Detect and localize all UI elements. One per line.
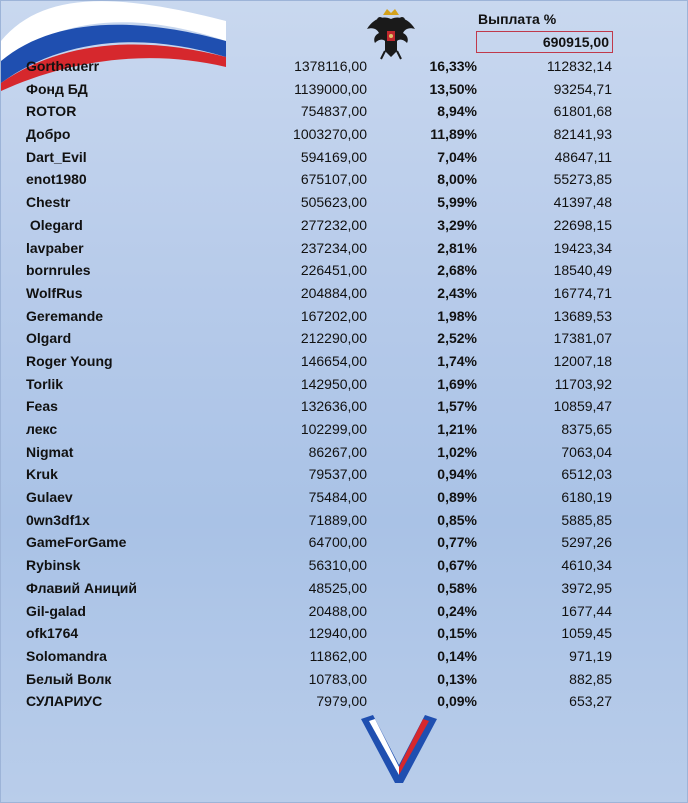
table-row [1, 623, 688, 646]
payout-cell[interactable]: 8375,65 [561, 421, 612, 437]
percent-cell[interactable]: 0,09% [437, 693, 477, 710]
amount-cell[interactable]: 204884,00 [300, 284, 367, 301]
payout-cell[interactable]: 82141,93 [553, 126, 612, 143]
table-row [1, 79, 688, 102]
table-row [1, 442, 688, 465]
table-row [1, 351, 688, 374]
player-name-cell[interactable]: Kruk [26, 466, 58, 483]
amount-cell[interactable]: 675107,00 [300, 171, 367, 188]
payout-cell[interactable]: 61801,68 [553, 103, 612, 120]
table-row [1, 238, 688, 261]
payout-cell[interactable]: 112832,14 [546, 58, 612, 74]
amount-cell[interactable]: 142950,00 [300, 375, 367, 392]
payout-cell[interactable]: 882,85 [569, 670, 612, 687]
table-row [1, 374, 688, 397]
amount-cell[interactable]: 11862,00 [309, 647, 367, 664]
payout-cell[interactable]: 12007,18 [553, 352, 612, 369]
player-name-cell[interactable]: enot1980 [26, 171, 87, 188]
percent-cell[interactable]: 0,85% [437, 511, 477, 528]
percent-cell[interactable]: 1,21% [437, 421, 477, 437]
payout-cell[interactable]: 48647,11 [554, 148, 612, 165]
payout-cell[interactable]: 6180,19 [561, 489, 612, 506]
amount-cell[interactable]: 226451,00 [300, 262, 367, 279]
amount-cell[interactable]: 167202,00 [300, 307, 367, 324]
percent-cell[interactable]: 1,98% [437, 307, 477, 324]
total-amount-cell[interactable]: 690915,00 [476, 31, 613, 53]
table-row [1, 215, 688, 238]
player-name-cell[interactable]: Feas [26, 398, 58, 415]
player-name-cell[interactable]: Olgard [26, 330, 72, 347]
percent-cell[interactable]: 13,50% [429, 80, 477, 97]
player-name-cell[interactable]: Geremande [26, 307, 104, 324]
player-name-cell[interactable]: lavpaber [26, 239, 84, 256]
percent-cell[interactable]: 1,02% [437, 443, 477, 460]
player-name-cell[interactable]: Gulaev [26, 489, 73, 506]
payout-cell[interactable]: 5297,26 [561, 534, 612, 551]
table-row [1, 396, 688, 419]
payout-cell[interactable]: 653,27 [569, 693, 612, 710]
table-row [1, 578, 688, 601]
player-name-cell[interactable]: Solomandra [26, 647, 107, 664]
payout-header: Выплата % [478, 11, 557, 27]
amount-cell[interactable]: 132636,00 [300, 398, 367, 415]
player-name-cell[interactable]: WolfRus [26, 284, 83, 301]
amount-cell[interactable]: 20488,00 [308, 602, 367, 619]
player-name-cell[interactable]: Dart_Evil [26, 148, 87, 165]
percent-cell[interactable]: 0,94% [437, 466, 477, 483]
amount-cell[interactable]: 79537,00 [308, 466, 367, 483]
percent-cell[interactable]: 5,99% [437, 194, 477, 211]
player-name-cell[interactable]: 0wn3df1x [26, 511, 90, 528]
player-name-cell[interactable]: Флавий Аниций [26, 579, 137, 596]
percent-cell[interactable]: 2,52% [437, 330, 477, 347]
amount-cell[interactable]: 1139000,00 [294, 80, 367, 97]
payout-cell[interactable]: 11703,92 [554, 375, 612, 392]
payout-cell[interactable]: 971,19 [569, 647, 612, 664]
table-row [1, 532, 688, 555]
table-row [1, 169, 688, 192]
table-row [1, 510, 688, 533]
amount-cell[interactable]: 505623,00 [300, 194, 367, 211]
player-name-cell[interactable]: GameForGame [26, 534, 127, 551]
player-name-cell[interactable]: bornrules [26, 262, 91, 279]
tricolor-v-icon [359, 713, 439, 785]
payout-cell[interactable]: 13689,53 [553, 307, 612, 324]
player-name-cell[interactable]: Olegard [26, 216, 83, 233]
payout-cell[interactable]: 5885,85 [561, 511, 612, 528]
percent-cell[interactable]: 11,89% [430, 126, 477, 143]
table-row [1, 419, 688, 442]
payout-cell[interactable]: 93254,71 [553, 80, 612, 97]
player-name-cell[interactable]: Roger Young [26, 352, 113, 369]
double-headed-eagle-icon [363, 5, 419, 61]
amount-cell[interactable]: 212290,00 [300, 330, 367, 347]
payout-table [1, 56, 688, 714]
payout-cell[interactable]: 6512,03 [561, 466, 612, 483]
amount-cell[interactable]: 86267,00 [308, 443, 367, 460]
percent-cell[interactable]: 8,94% [437, 103, 477, 120]
table-row [1, 464, 688, 487]
payout-cell[interactable]: 18540,49 [553, 262, 612, 279]
amount-cell[interactable]: 10783,00 [308, 670, 367, 687]
percent-cell[interactable]: 2,43% [437, 284, 477, 301]
table-row [1, 192, 688, 215]
amount-cell[interactable]: 48525,00 [308, 579, 367, 596]
percent-cell[interactable]: 3,29% [437, 216, 477, 233]
player-name-cell[interactable]: Белый Волк [26, 670, 112, 687]
amount-cell[interactable]: 12940,00 [308, 625, 367, 642]
table-row [1, 487, 688, 510]
player-name-cell[interactable]: Gil-galad [26, 602, 86, 619]
percent-cell[interactable]: 0,58% [437, 579, 477, 596]
amount-cell[interactable]: 102299,00 [300, 421, 367, 437]
amount-cell[interactable]: 146654,00 [300, 352, 367, 369]
payout-cell[interactable]: 19423,34 [553, 239, 612, 256]
player-name-cell[interactable]: Фонд БД [26, 80, 88, 97]
percent-cell[interactable]: 1,57% [437, 398, 477, 415]
amount-cell[interactable]: 754837,00 [300, 103, 367, 120]
payout-cell[interactable]: 55273,85 [553, 171, 612, 188]
percent-cell[interactable]: 2,68% [437, 262, 477, 279]
percent-cell[interactable]: 0,15% [437, 625, 477, 642]
amount-cell[interactable]: 277232,00 [300, 216, 367, 233]
amount-cell[interactable]: 7979,00 [316, 693, 367, 710]
table-row [1, 601, 688, 624]
percent-cell[interactable]: 0,77% [437, 534, 477, 551]
payout-cell[interactable]: 22698,15 [553, 216, 612, 233]
percent-cell[interactable]: 0,24% [437, 602, 477, 619]
payout-cell[interactable]: 17381,07 [553, 330, 612, 347]
percent-cell[interactable]: 1,74% [437, 352, 477, 369]
table-row [1, 555, 688, 578]
player-name-cell[interactable]: Rybinsk [26, 557, 81, 574]
amount-cell[interactable]: 64700,00 [308, 534, 367, 551]
percent-cell[interactable]: 0,13% [437, 670, 477, 687]
percent-cell[interactable]: 1,69% [437, 375, 477, 392]
player-name-cell[interactable]: ROTOR [26, 103, 77, 120]
player-name-cell[interactable]: Nigmat [26, 443, 74, 460]
amount-cell[interactable]: 237234,00 [300, 239, 367, 256]
percent-cell[interactable]: 16,33% [429, 58, 477, 74]
amount-cell[interactable]: 71889,00 [308, 511, 367, 528]
table-row [1, 328, 688, 351]
payout-cell[interactable]: 7063,04 [561, 443, 612, 460]
percent-cell[interactable]: 0,14% [437, 647, 477, 664]
table-row [1, 101, 688, 124]
payout-cell[interactable]: 16774,71 [553, 284, 612, 301]
table-row [1, 691, 688, 714]
payout-cell[interactable]: 3972,95 [561, 579, 612, 596]
percent-cell[interactable]: 7,04% [437, 148, 477, 165]
player-name-cell[interactable]: лекс [26, 421, 58, 437]
table-row [1, 56, 688, 79]
player-name-cell[interactable]: Chestr [26, 194, 71, 211]
player-name-cell[interactable]: Torlik [26, 375, 64, 392]
percent-cell[interactable]: 2,81% [437, 239, 477, 256]
amount-cell[interactable]: 75484,00 [308, 489, 367, 506]
table-row [1, 306, 688, 329]
percent-cell[interactable]: 0,67% [437, 557, 477, 574]
amount-cell[interactable]: 594169,00 [300, 148, 367, 165]
amount-cell[interactable]: 1378116,00 [294, 58, 367, 74]
player-name-cell[interactable]: СУЛАРИУС [26, 693, 103, 710]
payout-cell[interactable]: 10859,47 [553, 398, 612, 415]
table-row [1, 646, 688, 669]
table-row [1, 147, 688, 170]
amount-cell[interactable]: 56310,00 [308, 557, 367, 574]
percent-cell[interactable]: 0,89% [437, 489, 477, 506]
amount-cell[interactable]: 1003270,00 [293, 126, 367, 143]
player-name-cell[interactable]: ofk1764 [26, 625, 79, 642]
payout-cell[interactable]: 1677,44 [561, 602, 612, 619]
player-name-cell[interactable]: Gorthauerr [26, 58, 100, 74]
payout-cell[interactable]: 1059,45 [561, 625, 612, 642]
table-row [1, 669, 688, 692]
table-row [1, 260, 688, 283]
payout-cell[interactable]: 4610,34 [561, 557, 612, 574]
percent-cell[interactable]: 8,00% [437, 171, 477, 188]
table-row [1, 124, 688, 147]
player-name-cell[interactable]: Добро [26, 126, 71, 143]
payout-cell[interactable]: 41397,48 [553, 194, 612, 211]
table-row [1, 283, 688, 306]
